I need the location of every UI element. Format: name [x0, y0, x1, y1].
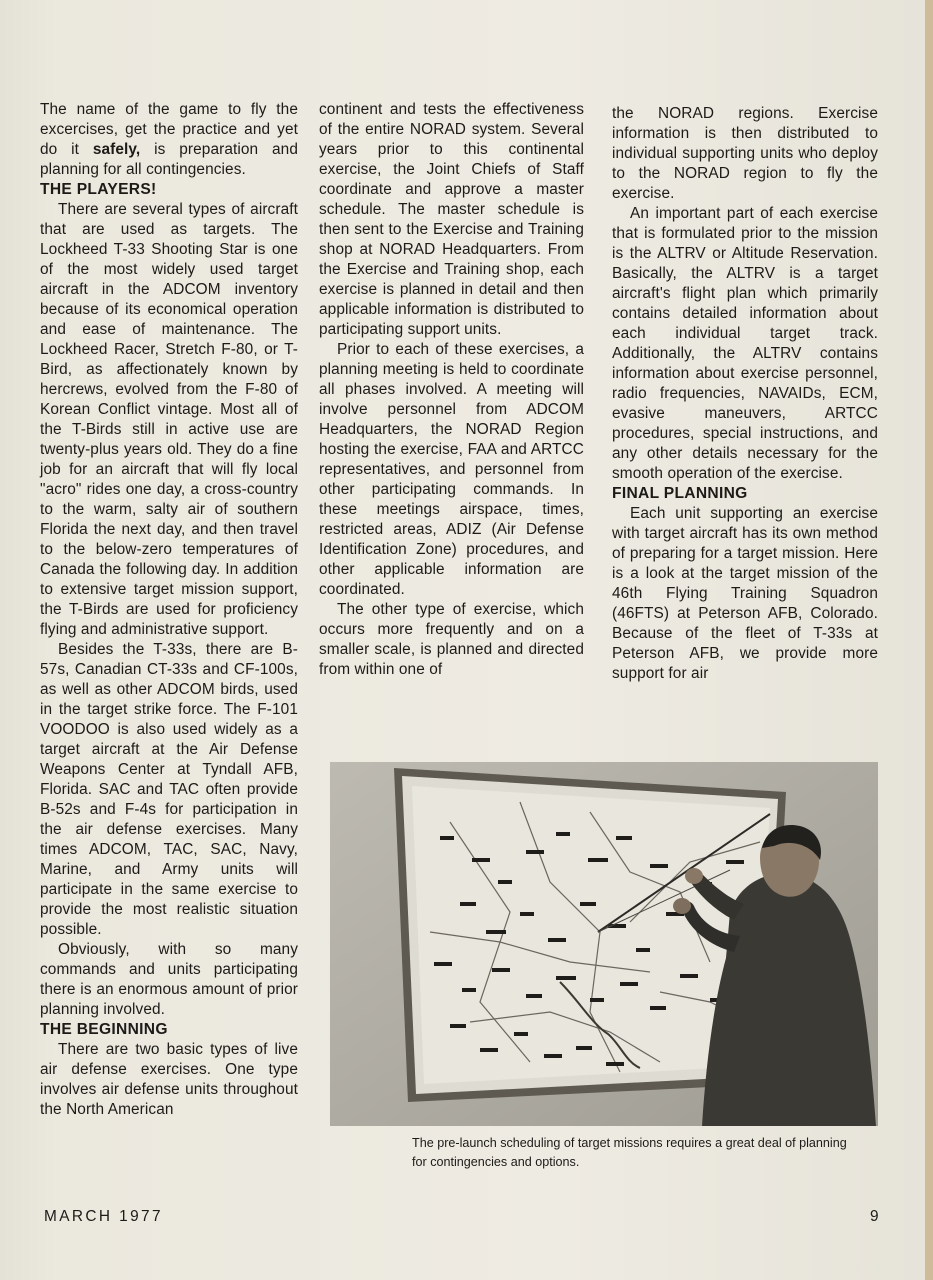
paragraph-important: An important part of each exercise that is formulated prior to the mission is the ALTRV or Altitude Reservation. Basically, the ALTRV is a target aircraft's flight plan which primarily contains detailed information about each individual target track. Additionally, the ALTRV contains information about exercise personnel, radio frequencies, NAVAIDs, ECM, evasive maneuvers, ARTCC procedures, special instructions, and any other details necessary for the smooth operation of the exercise.: [612, 205, 878, 482]
paragraph-other: The other type of exercise, which occurs more frequently and on a smaller scale, is planned and directed from within one of: [319, 601, 584, 678]
page-edge: [925, 0, 933, 1280]
heading-final-planning: FINAL PLANNING: [612, 485, 748, 502]
photo-caption: The pre-launch scheduling of target missions requires a great deal of planning for contingencies and options.: [412, 1136, 847, 1169]
intro-bold-word: safely,: [92, 141, 141, 158]
photo-illustration: [330, 762, 878, 1126]
paragraph-prior: Prior to each of these exercises, a planning meeting is held to coordinate all phases involved. A meeting will involve personnel from ADCOM Headquarters, the NORAD Region hosting the exercise, FAA and ARTCC representatives, and personnel from other participating commands. In these meetings airspace, times, restricted areas, ADIZ (Air Defense Identification Zone) procedures, and other applicable information are coordinated.: [319, 341, 584, 598]
paragraph-beginning: There are two basic types of live air defense exercises. One type involves air defense units throughout the North American: [40, 1041, 298, 1118]
column-2: [319, 100, 584, 680]
paragraph-besides: Besides the T-33s, there are B-57s, Canadian CT-33s and CF-100s, as well as other ADCOM birds, used in the target strike force. The F-101 VOODOO is also used widely as a target aircraft at the Air Defense Weapons Center at Tyndall AFB, Florida. SAC and TAC often provide B-52s and F-4s for participation in the air defense exercises. Many times ADCOM, TAC, SAC, Navy, Marine, and Army units will participate in the same exercise to provide the most realistic situation possible.: [40, 641, 298, 938]
heading-beginning: THE BEGINNING: [40, 1021, 168, 1038]
paragraph-aircraft: There are several types of aircraft that are used as targets. The Lockheed T-33 Shooting Star is one of the most widely used target aircraft in the ADCOM inventory because of its economical operation and ease of maintenance. The Lockheed Racer, Stretch F-80, or T-Bird, as affectionately known by hercrews, evolved from the F-80 of Korean Conflict vintage. Most all of the T-Birds still in active use are twenty-plus years old. They do a fine job for an aircraft that will fly local "acro" rides one day, a cross-country to the warm, salty air of southern Florida the next day, and then travel to the below-zero temperatures of Canada the following day. In addition to extensive target mission support, the T-Birds are used for proficiency flying and administrative support.: [40, 201, 298, 638]
paragraph-norad: the NORAD regions. Exercise information is then distributed to individual supporting units who deploy to the NORAD region to fly the exercise.: [612, 105, 878, 202]
issue-date: MARCH 1977: [44, 1208, 163, 1225]
intro-paragraph: The name of the game to fly the excercises, get the practice and yet do it safely, is preparation and planning for all contingencies.: [40, 101, 298, 178]
page-number: 9: [870, 1208, 879, 1225]
column-3: [612, 104, 878, 684]
paragraph-obviously: Obviously, with so many commands and units participating there is an enormous amount of prior planning involved.: [40, 941, 298, 1018]
heading-players: THE PLAYERS!: [40, 181, 157, 198]
paragraph-continent: continent and tests the effectiveness of the entire NORAD system. Several years prior to this continental exercise, the Joint Chiefs of Staff coordinate and approve a master schedule. The master schedule is then sent to the Exercise and Training shop at NORAD Headquarters. From the Exercise and Training shop, each exercise is planned in detail and then applicable information is distributed to participating support units.: [319, 101, 584, 338]
photo-airman-at-wall-map: [330, 762, 878, 1126]
paragraph-each: Each unit supporting an exercise with target aircraft has its own method of preparing for a target mission. Here is a look at the target mission of the 46th Flying Training Squadron (46FTS) at Peterson AFB, Colorado. Because of the fleet of T-33s at Peterson AFB, we provide more support for air: [612, 505, 878, 682]
column-1: [40, 100, 298, 1120]
